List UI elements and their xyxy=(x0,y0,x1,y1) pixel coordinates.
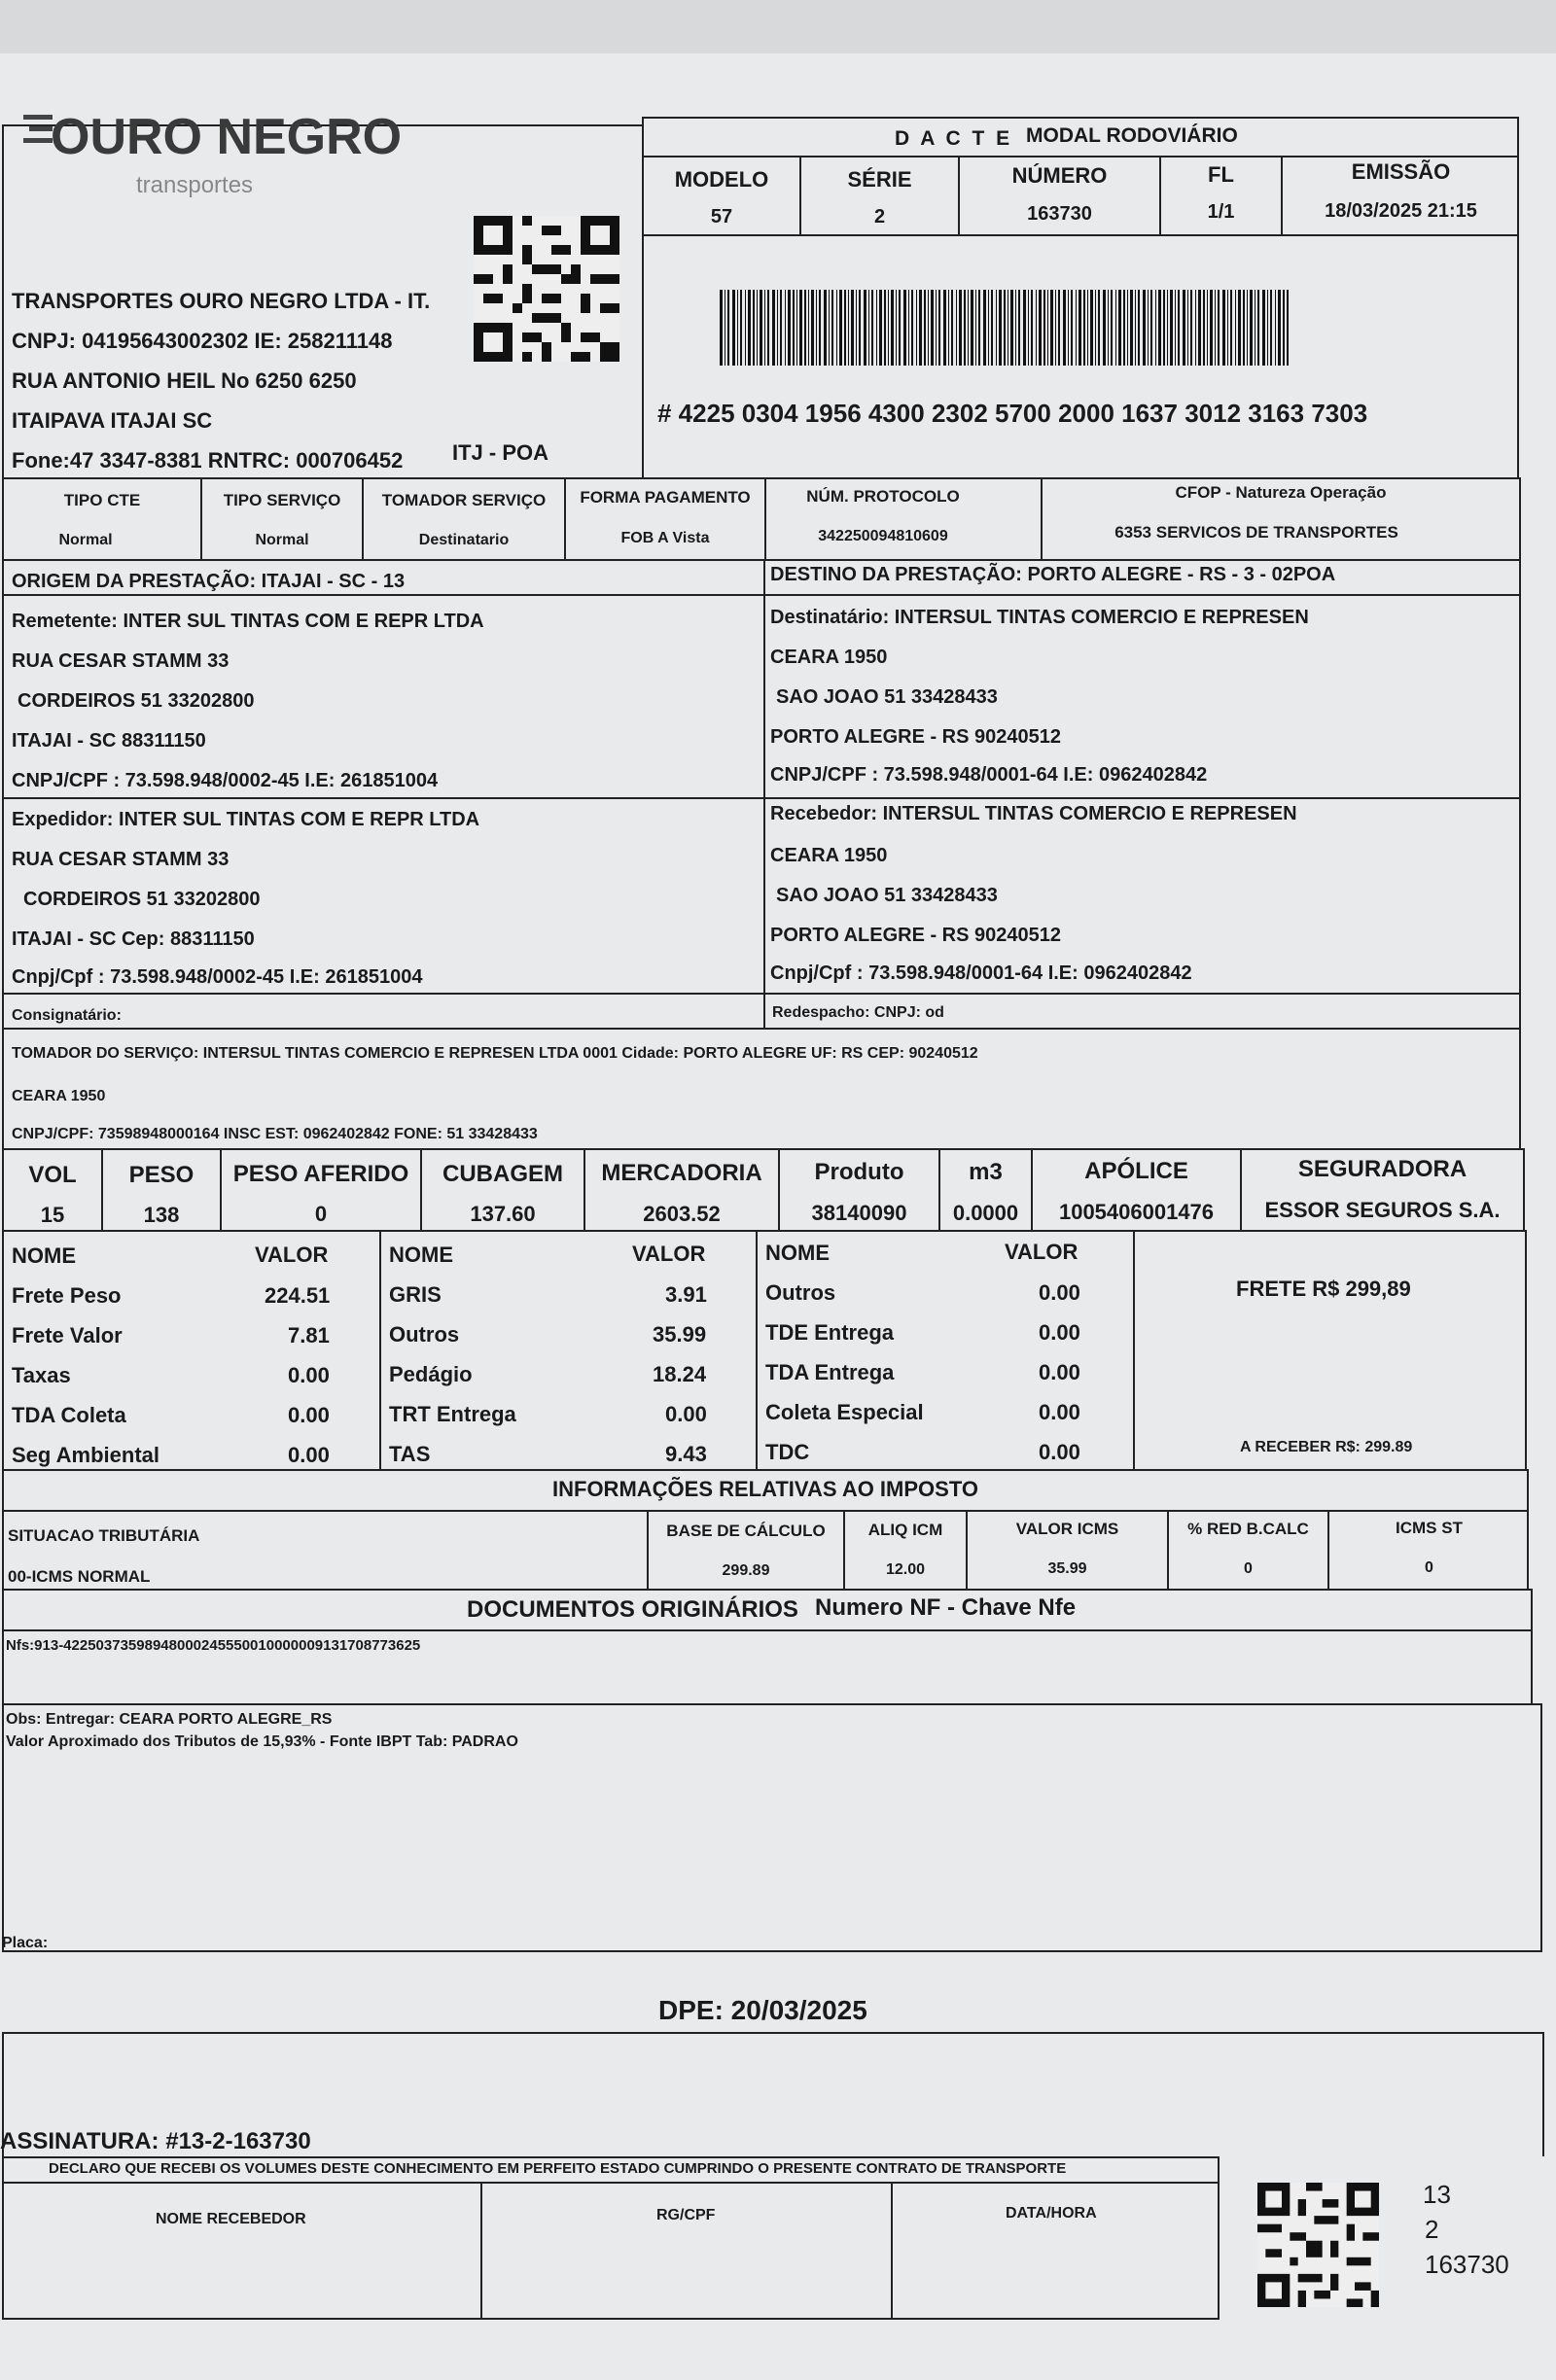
imposto-value-st: 0 xyxy=(1425,1559,1433,1576)
cargo-label-peso-aferido: PESO AFERIDO xyxy=(232,1161,409,1187)
component-value: 18.24 xyxy=(653,1362,707,1386)
component-value: 0.00 xyxy=(1039,1440,1080,1464)
header-value-modelo: 57 xyxy=(710,206,733,228)
consignatario: Consignatário: xyxy=(12,1007,122,1024)
consignatario-row xyxy=(2,993,1521,1030)
imposto-label-base: BASE DE CÁLCULO xyxy=(666,1522,826,1540)
dacte-title: D A C T E xyxy=(895,127,1013,150)
component-name: TAS xyxy=(389,1442,431,1466)
cargo-label-m3: m3 xyxy=(969,1159,1003,1185)
remetente-city: ITAJAI - SC 88311150 xyxy=(12,730,206,752)
col2-nome-header: NOME xyxy=(389,1242,453,1267)
component-name: TDC xyxy=(765,1440,810,1464)
header-value-fl: 1/1 xyxy=(1207,201,1235,223)
header-label-modelo: MODELO xyxy=(674,167,769,192)
logo-tagline: transportes xyxy=(136,172,254,198)
logo-wordmark: OURO NEGRO xyxy=(51,109,403,165)
component-name: TDA Coleta xyxy=(12,1403,126,1427)
recebedor-cnpj: Cnpj/Cpf : 73.598.948/0001-64 I.E: 0962402842 xyxy=(770,962,1192,984)
info-value-protocolo: 342250094810609 xyxy=(818,528,948,544)
component-name: Seg Ambiental xyxy=(12,1443,159,1467)
imposto-title: INFORMAÇÕES RELATIVAS AO IMPOSTO xyxy=(552,1477,978,1501)
imposto-label-valor: VALOR ICMS xyxy=(1015,1520,1119,1538)
destinatario-city: PORTO ALEGRE - RS 90240512 xyxy=(770,726,1062,748)
remetente-street: RUA CESAR STAMM 33 xyxy=(12,650,230,672)
component-value: 0.00 xyxy=(665,1402,707,1426)
col3-nome-header: NOME xyxy=(765,1241,830,1265)
component-value: 9.43 xyxy=(665,1442,707,1466)
col1-nome-header: NOME xyxy=(12,1243,76,1268)
a-receber: A RECEBER R$: 299.89 xyxy=(1240,1439,1413,1455)
data-hora-label: DATA/HORA xyxy=(1006,2205,1097,2222)
access-key-barcode xyxy=(720,290,1289,366)
info-label-protocolo: NÚM. PROTOCOLO xyxy=(806,487,960,506)
info-label-tipo-servico: TIPO SERVIÇO xyxy=(223,491,341,509)
cargo-value-vol: 15 xyxy=(40,1203,65,1227)
component-name: Taxas xyxy=(12,1363,71,1387)
expedidor-city: ITAJAI - SC Cep: 88311150 xyxy=(12,928,255,950)
cargo-value-mercadoria: 2603.52 xyxy=(643,1202,721,1226)
header-value-numero: 163730 xyxy=(1027,203,1092,225)
expedidor-district: CORDEIROS 51 33202800 xyxy=(23,889,261,910)
company-phone: Fone:47 3347-8381 RNTRC: 000706452 xyxy=(12,448,404,472)
info-label-tipo-cte: TIPO CTE xyxy=(63,491,141,509)
redespacho: Redespacho: CNPJ: od xyxy=(772,1004,944,1021)
info-value-cfop: 6353 SERVICOS DE TRANSPORTES xyxy=(1114,523,1398,542)
info-value-tipo-servico: Normal xyxy=(255,532,309,548)
declaro-text: DECLARO QUE RECEBI OS VOLUMES DESTE CONHECIMENTO EM PERFEITO ESTADO CUMPRINDO O PRESENTE CONTRATO DE TRANSPORTE xyxy=(49,2160,1067,2177)
company-logo xyxy=(21,86,449,202)
component-value: 7.81 xyxy=(288,1323,330,1348)
destinatario-district: SAO JOAO 51 33428433 xyxy=(776,686,998,708)
col1-valor-header: VALOR xyxy=(255,1242,329,1267)
obs-line2: Valor Aproximado dos Tributos de 15,93% - Fonte IBPT Tab: PADRAO xyxy=(6,1733,518,1750)
info-value-forma-pagamento: FOB A Vista xyxy=(620,530,710,546)
footer-qr-code xyxy=(1257,2183,1379,2307)
remetente-name: Remetente: INTER SUL TINTAS COM E REPR LTDA xyxy=(12,611,484,632)
route-code: ITJ - POA xyxy=(452,440,549,465)
assinatura: ASSINATURA: #13-2-163730 xyxy=(0,2128,311,2154)
component-value: 0.00 xyxy=(288,1443,330,1467)
header-value-serie: 2 xyxy=(873,206,886,228)
cargo-value-seguradora: ESSOR SEGUROS S.A. xyxy=(1264,1198,1501,1222)
expedidor-name: Expedidor: INTER SUL TINTAS COM E REPR LTDA xyxy=(12,809,480,830)
recebedor-street: CEARA 1950 xyxy=(770,845,888,866)
remetente-district: CORDEIROS 51 33202800 xyxy=(18,690,255,712)
cargo-label-cubagem: CUBAGEM xyxy=(442,1161,563,1187)
header-value-emissao: 18/03/2025 21:15 xyxy=(1325,200,1477,222)
company-name: TRANSPORTES OURO NEGRO LTDA - IT. xyxy=(12,289,431,313)
component-name: Frete Peso xyxy=(12,1283,122,1308)
component-value: 0.00 xyxy=(1039,1400,1080,1424)
destino: DESTINO DA PRESTAÇÃO: PORTO ALEGRE - RS - 3 - 02POA xyxy=(770,564,1336,585)
imposto-value-red: 0 xyxy=(1244,1560,1253,1577)
info-label-forma-pagamento: FORMA PAGAMENTO xyxy=(580,488,751,507)
component-name: Frete Valor xyxy=(12,1323,123,1348)
cargo-value-apolice: 1005406001476 xyxy=(1058,1200,1215,1224)
access-key: # 4225 0304 1956 4300 2302 5700 2000 1637 3012 3163 7303 xyxy=(657,399,1368,428)
header-label-serie: SÉRIE xyxy=(847,167,912,192)
company-cnpj: CNPJ: 04195643002302 IE: 258211148 xyxy=(12,329,393,353)
component-value: 3.91 xyxy=(665,1282,707,1307)
component-value: 35.99 xyxy=(653,1322,707,1347)
col2-valor-header: VALOR xyxy=(632,1242,706,1266)
origem: ORIGEM DA PRESTAÇÃO: ITAJAI - SC - 13 xyxy=(12,571,406,592)
imposto-value-base: 299.89 xyxy=(722,1562,770,1579)
imposto-label-red: % RED B.CALC xyxy=(1187,1520,1309,1538)
component-name: Coleta Especial xyxy=(765,1400,924,1424)
component-name: TRT Entrega xyxy=(389,1402,516,1426)
placa: Placa: xyxy=(2,1935,49,1951)
cargo-label-peso: PESO xyxy=(128,1162,194,1188)
component-name: GRIS xyxy=(389,1282,442,1307)
cargo-value-m3: 0.0000 xyxy=(952,1201,1019,1225)
remetente-cnpj: CNPJ/CPF : 73.598.948/0002-45 I.E: 261851004 xyxy=(12,770,439,791)
info-label-cfop: CFOP - Natureza Operação xyxy=(1175,483,1387,502)
header-qr-code xyxy=(474,216,619,362)
component-value: 0.00 xyxy=(1039,1280,1080,1305)
component-value: 0.00 xyxy=(1039,1360,1080,1384)
destinatario-cnpj: CNPJ/CPF : 73.598.948/0001-64 I.E: 0962402842 xyxy=(770,764,1208,786)
stub-line2: 2 xyxy=(1425,2215,1439,2244)
info-value-tipo-cte: Normal xyxy=(58,532,113,548)
tomador-name: TOMADOR DO SERVIÇO: INTERSUL TINTAS COMERCIO E REPRESEN LTDA 0001 Cidade: PORTO ALEGRE UF: RS CEP: 90240512 xyxy=(12,1045,978,1062)
destinatario-name: Destinatário: INTERSUL TINTAS COMERCIO E REPRESEN xyxy=(770,607,1309,628)
expedidor-cnpj: Cnpj/Cpf : 73.598.948/0002-45 I.E: 261851004 xyxy=(12,966,423,988)
cargo-value-cubagem: 137.60 xyxy=(470,1202,536,1226)
expedidor-street: RUA CESAR STAMM 33 xyxy=(12,849,230,870)
destinatario-street: CEARA 1950 xyxy=(770,647,888,668)
info-value-tomador: Destinatario xyxy=(418,532,510,548)
component-value: 224.51 xyxy=(265,1283,331,1308)
header-label-numero: NÚMERO xyxy=(1011,163,1108,188)
company-city: ITAIPAVA ITAJAI SC xyxy=(12,408,213,433)
info-label-tomador: TOMADOR SERVIÇO xyxy=(381,491,547,509)
imposto-value-aliq: 12.00 xyxy=(885,1561,926,1578)
component-name: Outros xyxy=(389,1322,460,1347)
cargo-label-produto: Produto xyxy=(814,1159,904,1185)
cargo-value-peso-aferido: 0 xyxy=(314,1202,328,1226)
documentos-subtitle: Numero NF - Chave Nfe xyxy=(815,1594,1077,1621)
component-name: TDA Entrega xyxy=(765,1360,895,1384)
col3-valor-header: VALOR xyxy=(1005,1240,1079,1264)
component-name: Outros xyxy=(765,1280,836,1305)
recebedor-city: PORTO ALEGRE - RS 90240512 xyxy=(770,925,1062,946)
component-value: 0.00 xyxy=(288,1403,330,1427)
imposto-value-valor: 35.99 xyxy=(1047,1560,1087,1577)
imposto-label-aliq: ALIQ ICM xyxy=(867,1521,943,1539)
frete-total: FRETE R$ 299,89 xyxy=(1236,1277,1411,1301)
situacao-value: 00-ICMS NORMAL xyxy=(8,1567,151,1586)
tomador-street: CEARA 1950 xyxy=(12,1088,106,1104)
nome-recebedor-label: NOME RECEBEDOR xyxy=(156,2211,306,2227)
rg-cpf-label: RG/CPF xyxy=(656,2207,716,2223)
cargo-value-produto: 38140090 xyxy=(811,1201,907,1225)
component-name: TDE Entrega xyxy=(765,1320,895,1345)
cargo-value-peso: 138 xyxy=(143,1203,180,1227)
modal-title: MODAL RODOVIÁRIO xyxy=(1026,124,1238,147)
components-box xyxy=(2,1230,1527,1471)
cargo-label-mercadoria: MERCADORIA xyxy=(601,1160,762,1186)
situacao-label: SITUACAO TRIBUTÁRIA xyxy=(8,1526,200,1545)
obs-line1: Obs: Entregar: CEARA PORTO ALEGRE_RS xyxy=(6,1711,333,1728)
tomador-cnpj: CNPJ/CPF: 73598948000164 INSC EST: 0962402842 FONE: 51 33428433 xyxy=(12,1126,538,1142)
header-label-emissao: EMISSÃO xyxy=(1351,159,1451,184)
recebedor-name: Recebedor: INTERSUL TINTAS COMERCIO E REPRESEN xyxy=(770,803,1297,824)
stub-line1: 13 xyxy=(1423,2180,1451,2209)
documentos-title: DOCUMENTOS ORIGINÁRIOS xyxy=(467,1596,798,1623)
component-value: 0.00 xyxy=(1039,1320,1080,1345)
imposto-label-st: ICMS ST xyxy=(1396,1519,1463,1537)
cargo-label-seguradora: SEGURADORA xyxy=(1297,1156,1468,1182)
component-name: Pedágio xyxy=(389,1362,473,1386)
company-address: RUA ANTONIO HEIL No 6250 6250 xyxy=(12,368,357,393)
nfs-key: Nfs:913-42250373598948000245550010000009131708773625 xyxy=(6,1637,421,1654)
cargo-label-vol: VOL xyxy=(28,1162,77,1188)
recebedor-district: SAO JOAO 51 33428433 xyxy=(776,885,998,906)
stub-line3: 163730 xyxy=(1425,2250,1509,2279)
dpe-date: DPE: 20/03/2025 xyxy=(658,1995,867,2025)
cargo-label-apolice: APÓLICE xyxy=(1084,1158,1188,1184)
header-label-fl: FL xyxy=(1208,162,1234,187)
component-value: 0.00 xyxy=(288,1363,330,1387)
